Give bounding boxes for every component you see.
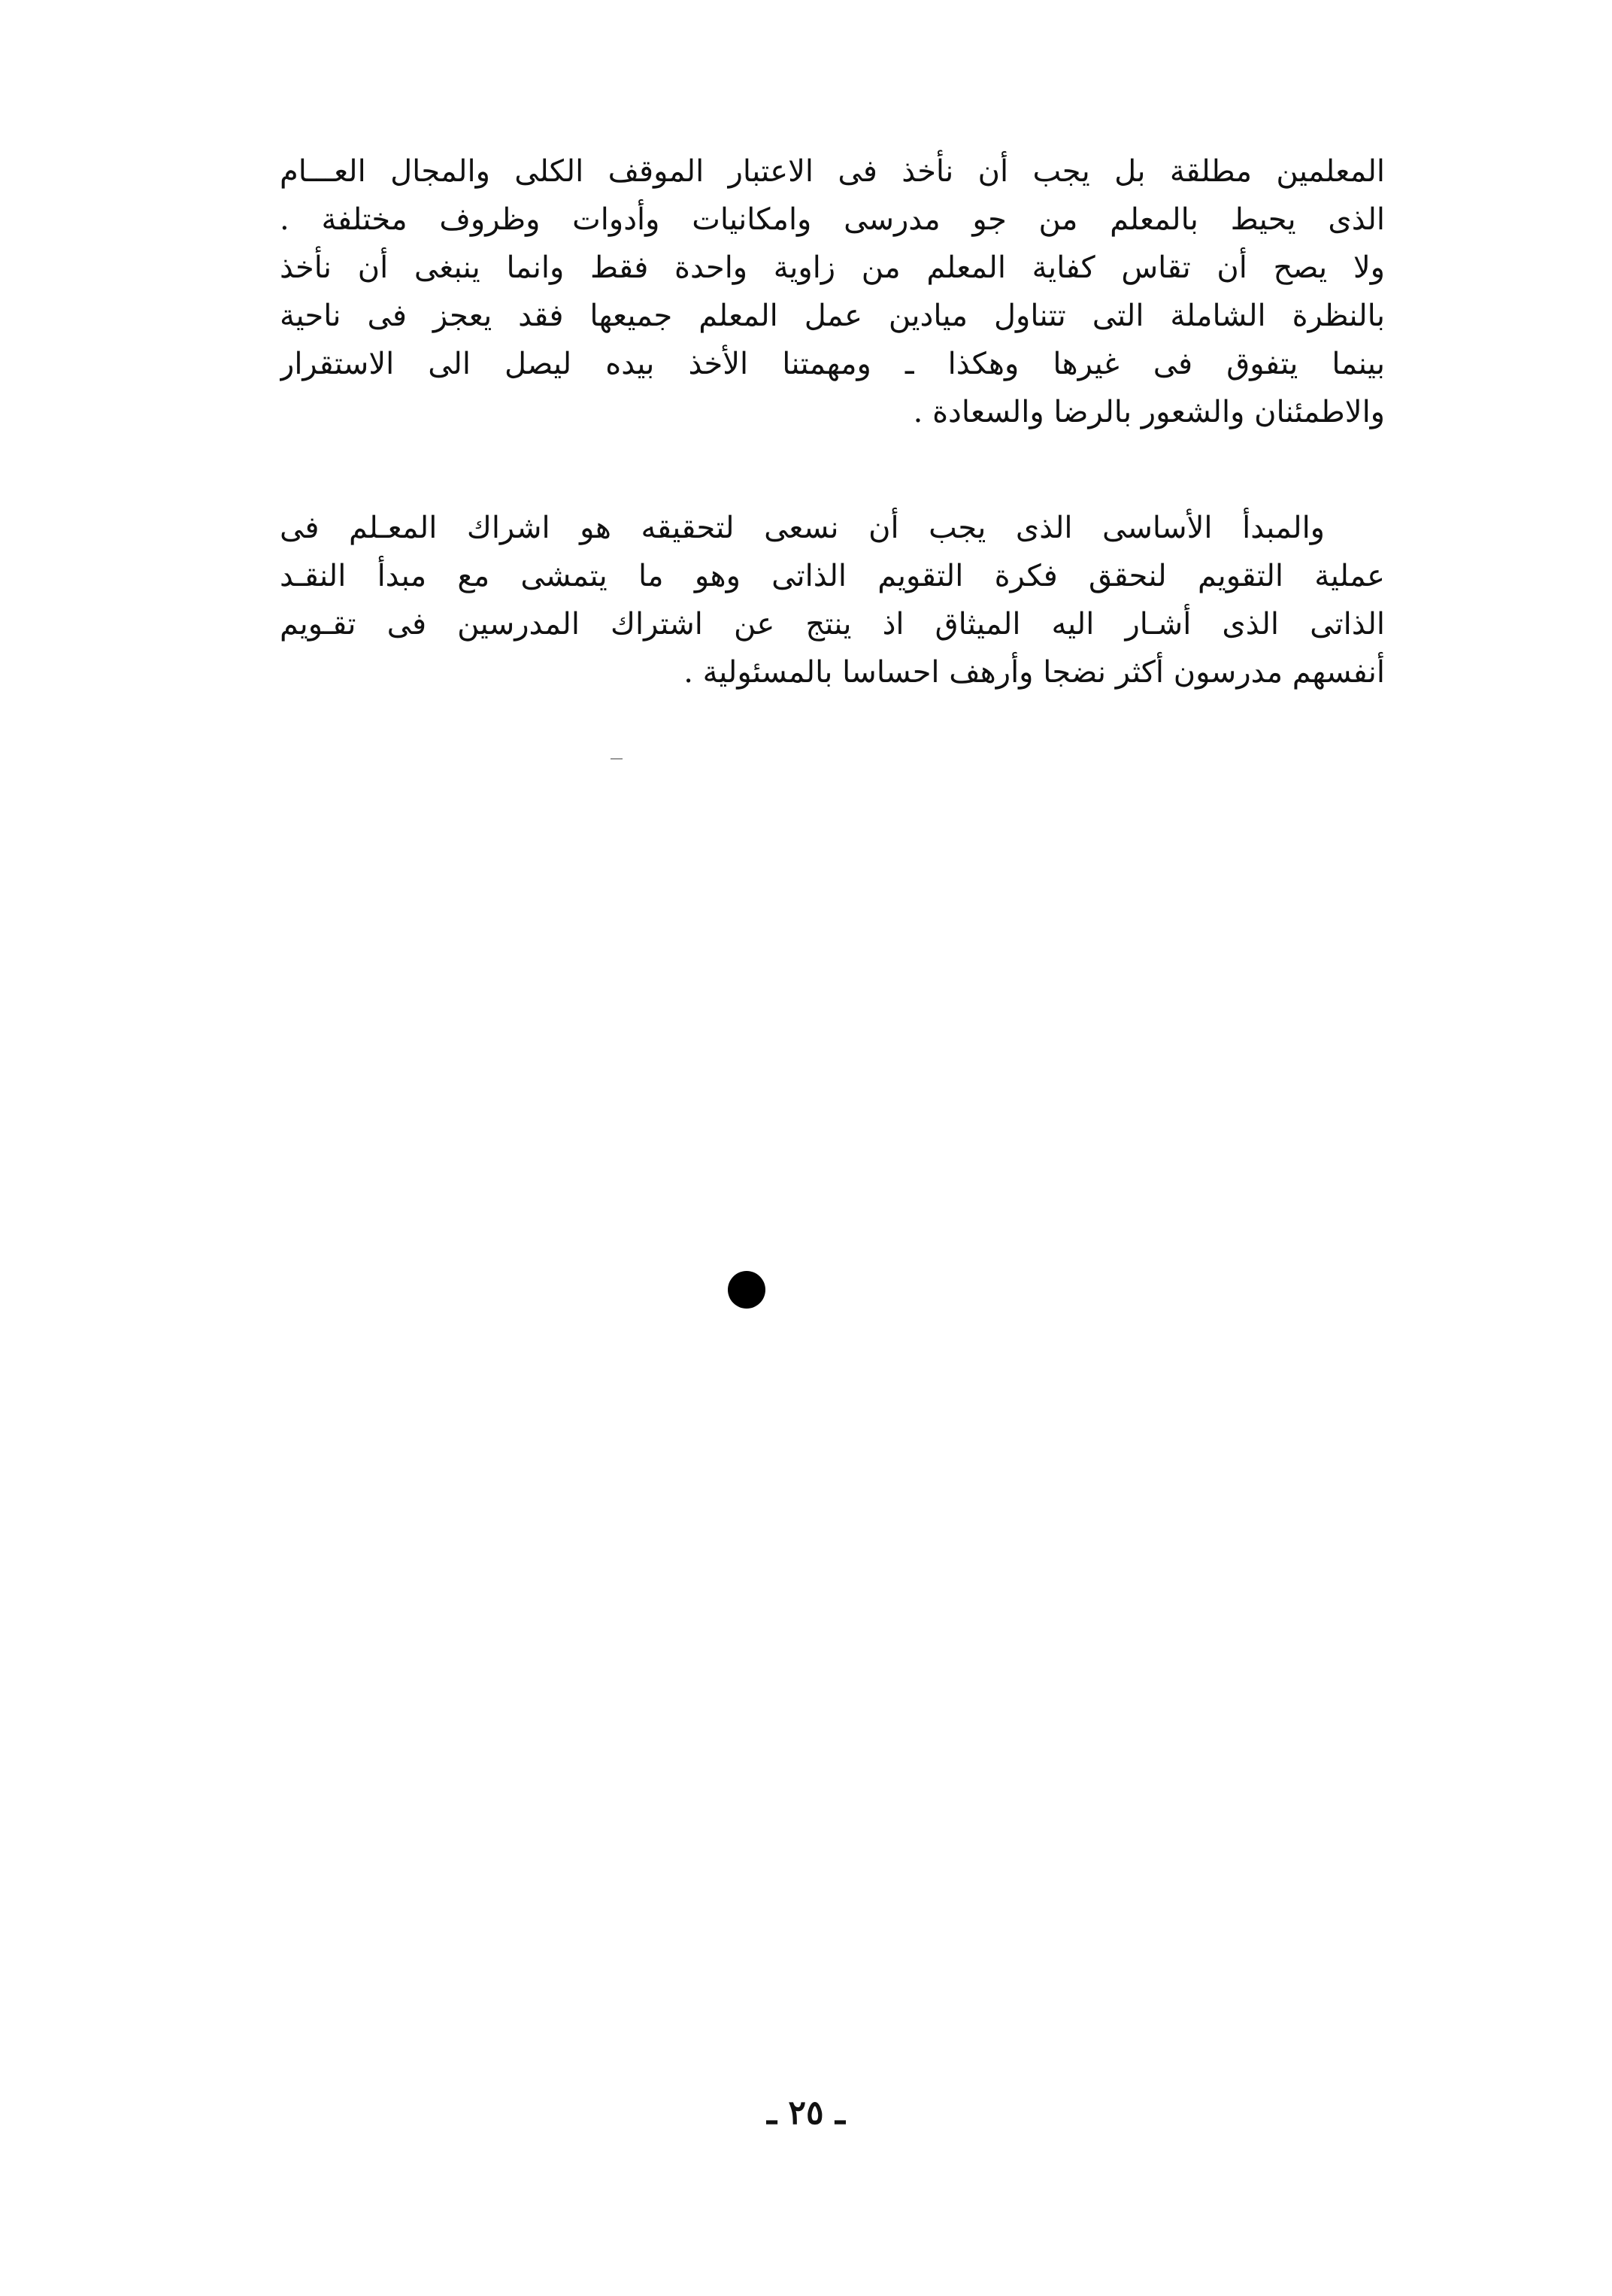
paragraph-1-line-3: ولا يصح أن تقاس كفاية المعلم من زاوية واحدة فقط وانما ينبغى أن نأخذ: [280, 250, 1385, 285]
paragraph-1-line-1: المعلمين مطلقة بل يجب أن نأخذ فى الاعتبار الموقف الكلى والمجال العـــام: [280, 154, 1385, 189]
paragraph-2: [280, 504, 1385, 696]
paragraph-2-line-4: أنفسهم مدرسون أكثر نضجا وأرهف احساسا بالمسئولية .: [683, 655, 1385, 690]
paragraph-1-line-2: الذى يحيط بالمعلم من جو مدرسى وامكانيات وأدوات وظروف مختلفة .: [280, 202, 1385, 237]
paragraph-1-line-5: بينما يتفوق فى غيرها وهكذا ـ ومهمتنا الأخذ بيده ليصل الى الاستقرار: [280, 347, 1385, 381]
paragraph-1-line-4: بالنظرة الشاملة التى تتناول ميادين عمل المعلم جميعها فقد يعجز فى ناحية: [280, 299, 1385, 333]
paragraph-1: [280, 147, 1385, 436]
paragraph-2-line-1: والمبدأ الأساسى الذى يجب أن نسعى لتحقيقه هو اشراك المعـلم فى: [280, 511, 1325, 545]
paragraph-1-line-6: والاطمئنان والشعور بالرضا والسعادة .: [913, 395, 1385, 429]
scan-mark: [611, 758, 623, 760]
ink-dot: [728, 1271, 765, 1309]
paragraph-2-line-3: الذاتى الذى أشـار اليه الميثاق اذ ينتج عن اشتراك المدرسين فى تقـويم: [280, 607, 1385, 641]
paragraph-2-line-2: عملية التقويم لنحقق فكرة التقويم الذاتى وهو ما يتمشى مع مبدأ النقـد: [280, 559, 1385, 593]
page-number: ـ ٢٥ ـ: [767, 2094, 845, 2132]
